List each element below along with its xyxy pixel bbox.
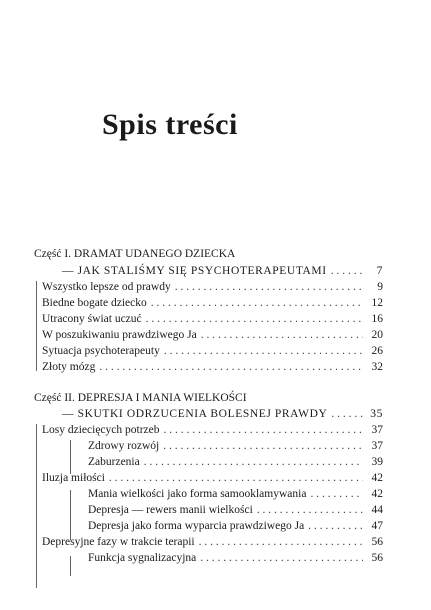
page-number: 7 (376, 265, 383, 277)
page-number: 16 (371, 313, 383, 325)
page-number: 56 (371, 552, 383, 564)
page-number: 37 (371, 440, 383, 452)
page-title: Spis treści (102, 108, 238, 141)
entry-title: W poszukiwaniu prawdziwego Ja (42, 329, 197, 341)
part-2-title: Część II. DEPRESJA I MANIA WIELKOŚCI (34, 392, 247, 404)
subsection-bracket (70, 556, 71, 576)
entry-title: Zdrowy rozwój (88, 440, 160, 452)
entry-title: Sytuacja psychoterapeuty (42, 345, 160, 357)
page-number: 37 (371, 424, 383, 436)
page-number: 35 (370, 408, 383, 420)
page-number: 47 (371, 520, 383, 532)
entry-title: Depresja jako forma wyparcia prawdziwego Ja (88, 520, 305, 532)
entry-title: Funkcja sygnalizacyjna (88, 552, 197, 564)
entry-title: Złoty mózg (42, 361, 96, 373)
toc-entry[interactable] (88, 549, 383, 567)
page-number: 32 (371, 361, 383, 373)
entry-title: Iluzja miłości (42, 472, 105, 484)
page-number: 44 (371, 504, 383, 516)
part-2-bracket (36, 424, 37, 588)
entry-title: Zaburzenia (88, 456, 140, 468)
dot-leader (200, 549, 363, 567)
entry-title: Biedne bogate dziecko (42, 297, 147, 309)
page-number: 9 (377, 281, 383, 293)
page-number: 42 (371, 488, 383, 500)
entry-title: Depresyjne fazy w trakcie terapii (42, 536, 195, 548)
entry-title: Losy dziecięcych potrzeb (42, 424, 160, 436)
dot-leader (99, 358, 363, 376)
entry-title: Mania wielkości jako forma samooklamywania (88, 488, 307, 500)
page-number: 56 (371, 536, 383, 548)
toc-entry[interactable] (42, 358, 383, 376)
part-2-subtitle: — SKUTKI ODRZUCENIA BOLESNEJ PRAWDY (62, 408, 328, 420)
part-1-bracket (36, 281, 37, 371)
entry-title: Utracony świat uczuć (42, 313, 142, 325)
entry-title: Depresja — rewers manii wielkości (88, 504, 253, 516)
page-number: 12 (371, 297, 383, 309)
part-1-title: Część I. DRAMAT UDANEGO DZIECKA (34, 248, 236, 260)
page-number: 20 (371, 329, 383, 341)
page-number: 26 (371, 345, 383, 357)
page-number: 39 (371, 456, 383, 468)
part-1-subtitle: — JAK STALIŚMY SIĘ PSYCHOTERAPEUTAMI (62, 265, 327, 277)
page-number: 42 (371, 472, 383, 484)
entry-title: Wszystko lepsze od prawdy (42, 281, 171, 293)
